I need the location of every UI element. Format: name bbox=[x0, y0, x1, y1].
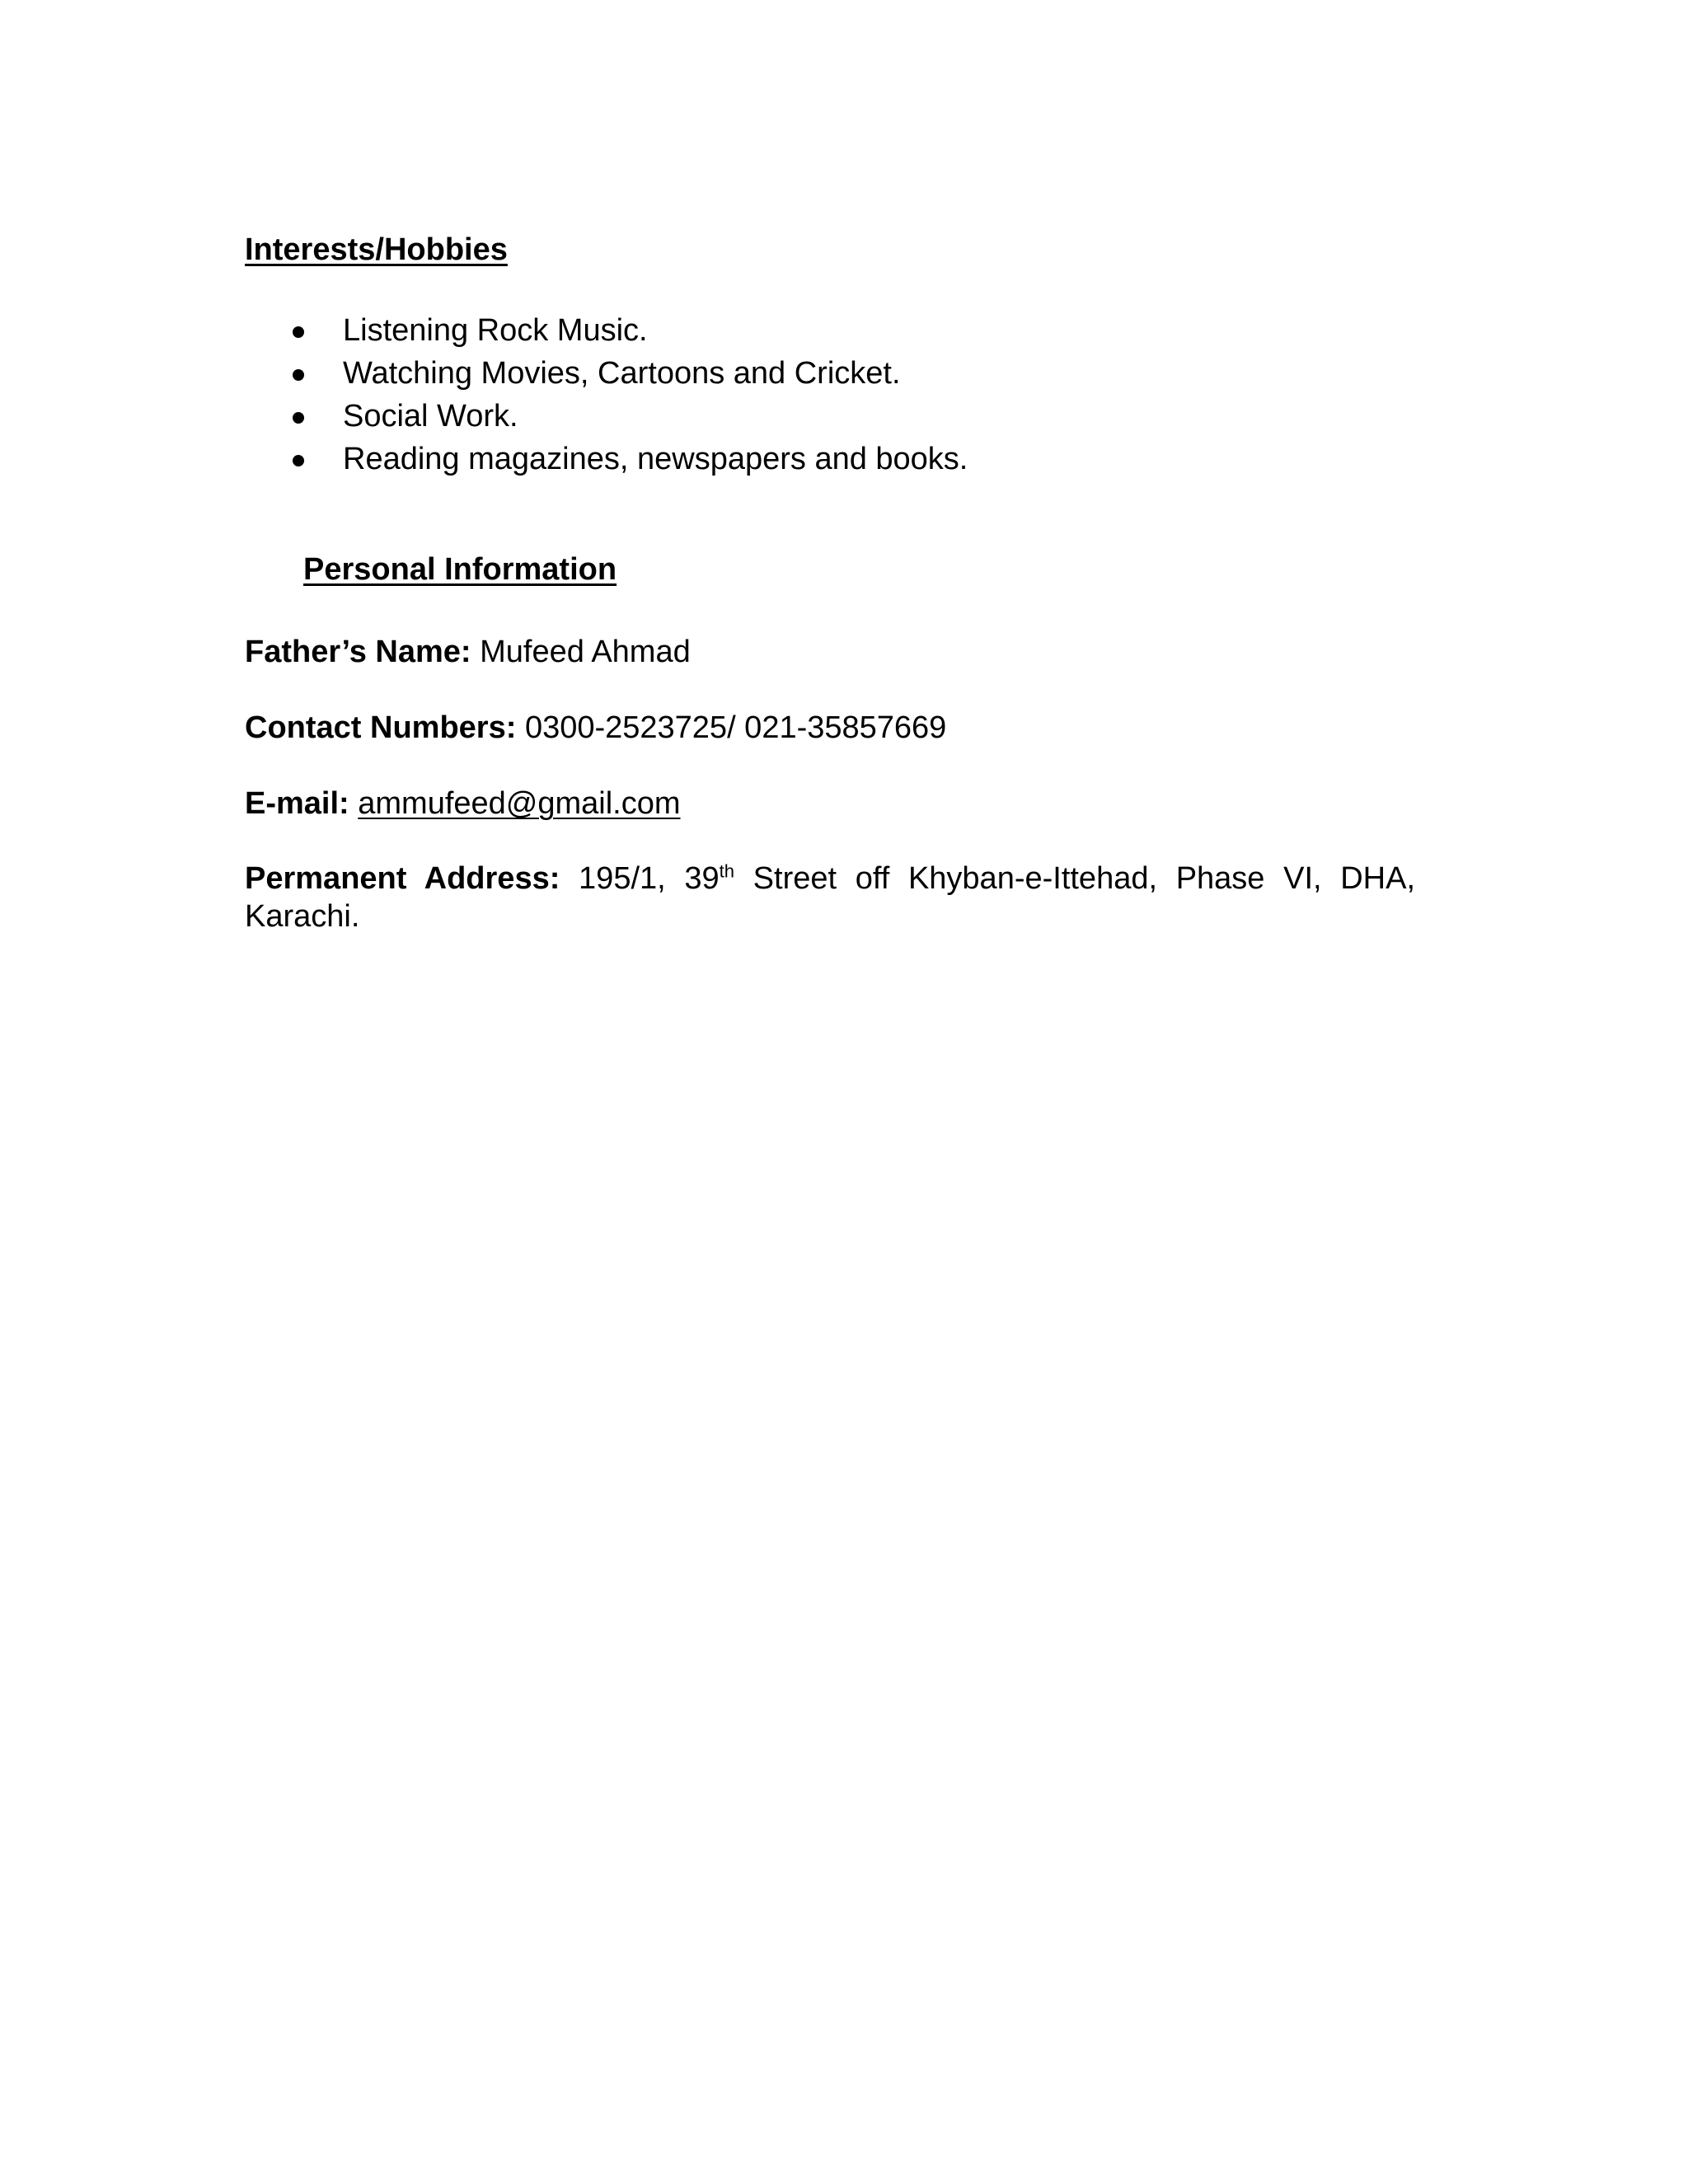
father-name-value: Mufeed Ahmad bbox=[480, 635, 691, 669]
bullet-icon bbox=[293, 369, 304, 381]
address-number: 195/1, 39 bbox=[579, 861, 720, 896]
contact-numbers-value: 0300-2523725/ 021-35857669 bbox=[524, 710, 947, 745]
bullet-icon bbox=[293, 455, 304, 466]
bullet-icon bbox=[293, 326, 304, 338]
bullet-icon bbox=[293, 412, 304, 424]
hobby-text: Reading magazines, newspapers and books. bbox=[343, 442, 968, 476]
permanent-address-field bbox=[245, 860, 1415, 935]
father-name-field bbox=[245, 633, 691, 671]
contact-numbers-field bbox=[245, 709, 946, 747]
personal-information-heading: Personal Information bbox=[303, 552, 617, 587]
contact-numbers-label: Contact Numbers: bbox=[245, 710, 517, 745]
address-street: Street off Khyban-e-Ittehad, Phase VI, DHA, Karachi. bbox=[245, 861, 1416, 934]
permanent-address-label: Permanent Address: bbox=[245, 861, 560, 896]
address-ordinal-suffix: th bbox=[719, 860, 734, 882]
hobby-text: Listening Rock Music. bbox=[343, 313, 648, 348]
email-label: E-mail: bbox=[245, 786, 349, 821]
email-link[interactable]: ammufeed@gmail.com bbox=[358, 786, 681, 821]
hobby-text: Watching Movies, Cartoons and Cricket. bbox=[343, 356, 901, 391]
father-name-label: Father’s Name: bbox=[245, 635, 471, 669]
email-field bbox=[245, 785, 681, 823]
hobby-text: Social Work. bbox=[343, 399, 518, 434]
interests-heading: Interests/Hobbies bbox=[245, 232, 508, 267]
